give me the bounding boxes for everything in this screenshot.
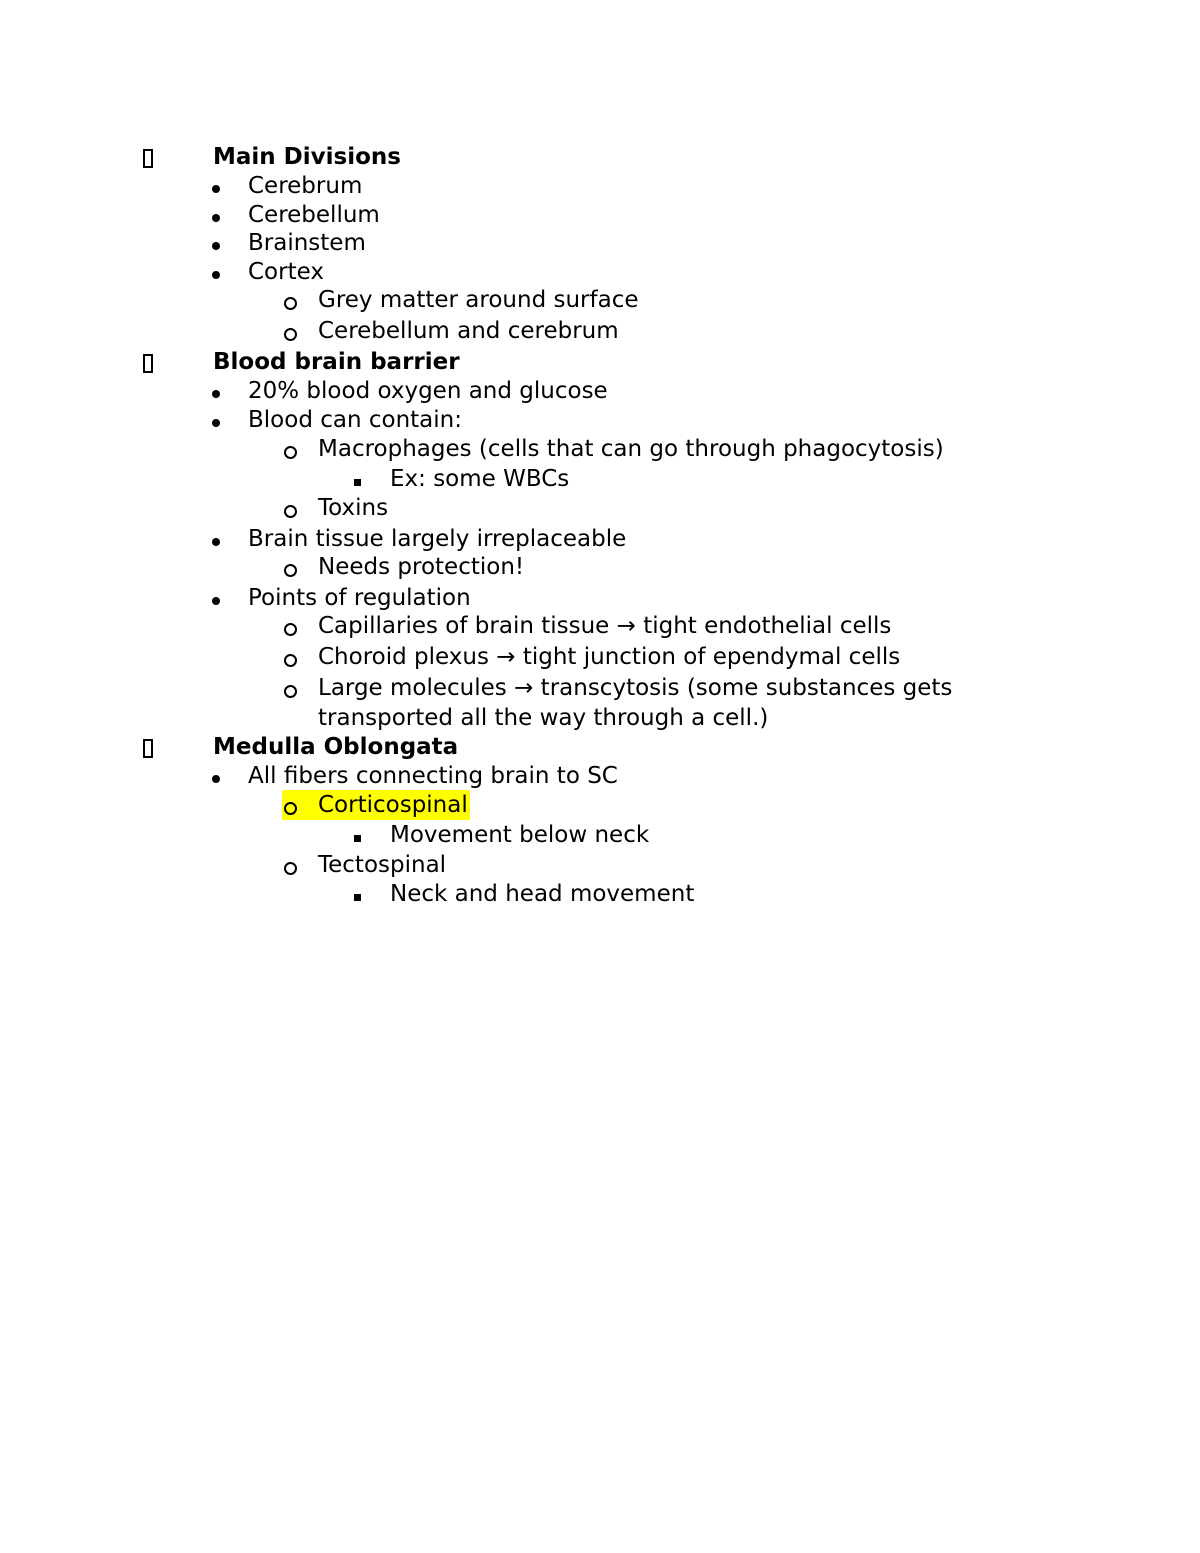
list-item-text: All fibers connecting brain to SC [248, 763, 618, 789]
square-bullet-icon [354, 820, 361, 850]
list-item-text: Large molecules → transcytosis (some substances gets [318, 675, 953, 701]
list-item-text: Toxins [318, 495, 389, 521]
filled-circle-bullet-icon [212, 376, 220, 406]
box-glyph-icon [143, 142, 153, 176]
list-item-text: 20% blood oxygen and glucose [248, 378, 608, 404]
filled-circle-bullet-icon [212, 524, 220, 554]
hollow-circle-bullet-icon [284, 673, 297, 706]
list-item-text: Blood can contain: [248, 407, 462, 433]
filled-circle-bullet-icon [212, 761, 220, 791]
filled-circle-bullet-icon [212, 171, 220, 201]
list-item-text: Cerebrum [248, 173, 363, 199]
filled-circle-bullet-icon [212, 200, 220, 230]
hollow-circle-bullet-icon [284, 434, 297, 467]
list-item-text: Tectospinal [318, 852, 447, 878]
filled-circle-bullet-icon [212, 228, 220, 258]
list-item-text: Brainstem [248, 230, 366, 256]
hollow-circle-bullet-icon [284, 850, 297, 883]
square-bullet-icon [354, 464, 361, 494]
hollow-circle-bullet-icon [284, 611, 297, 644]
hollow-circle-bullet-icon [284, 316, 297, 349]
list-item-text: Choroid plexus → tight junction of ependymal cells [318, 644, 901, 670]
hollow-circle-bullet-icon [284, 790, 297, 823]
square-bullet-icon [354, 879, 361, 909]
heading-text: Main Divisions [213, 144, 401, 170]
list-item-text: Macrophages (cells that can go through phagocytosis) [318, 436, 944, 462]
list-item-text: Points of regulation [248, 585, 471, 611]
hollow-circle-bullet-icon [284, 285, 297, 318]
list-item-text: Needs protection! [318, 554, 525, 580]
list-item-text: Brain tissue largely irreplaceable [248, 526, 627, 552]
hollow-circle-bullet-icon [284, 493, 297, 526]
list-item-text: transported all the way through a cell.) [318, 705, 769, 731]
list-item-text: Neck and head movement [390, 881, 695, 907]
filled-circle-bullet-icon [212, 405, 220, 435]
list-item-text: Cerebellum and cerebrum [318, 318, 619, 344]
list-item-text: Capillaries of brain tissue → tight endothelial cells [318, 613, 892, 639]
list-item-text: Cortex [248, 259, 324, 285]
list-item-text: Cerebellum [248, 202, 380, 228]
hollow-circle-bullet-icon [284, 642, 297, 675]
box-glyph-icon [143, 347, 153, 381]
list-item-text: Grey matter around surface [318, 287, 639, 313]
heading-text: Blood brain barrier [213, 349, 460, 375]
hollow-circle-bullet-icon [284, 552, 297, 585]
filled-circle-bullet-icon [212, 583, 220, 613]
list-item-text: Ex: some WBCs [390, 466, 570, 492]
box-glyph-icon [143, 732, 153, 766]
list-item-text: Movement below neck [390, 822, 650, 848]
list-item-text: Corticospinal [318, 792, 468, 818]
heading-text: Medulla Oblongata [213, 734, 459, 760]
filled-circle-bullet-icon [212, 257, 220, 287]
